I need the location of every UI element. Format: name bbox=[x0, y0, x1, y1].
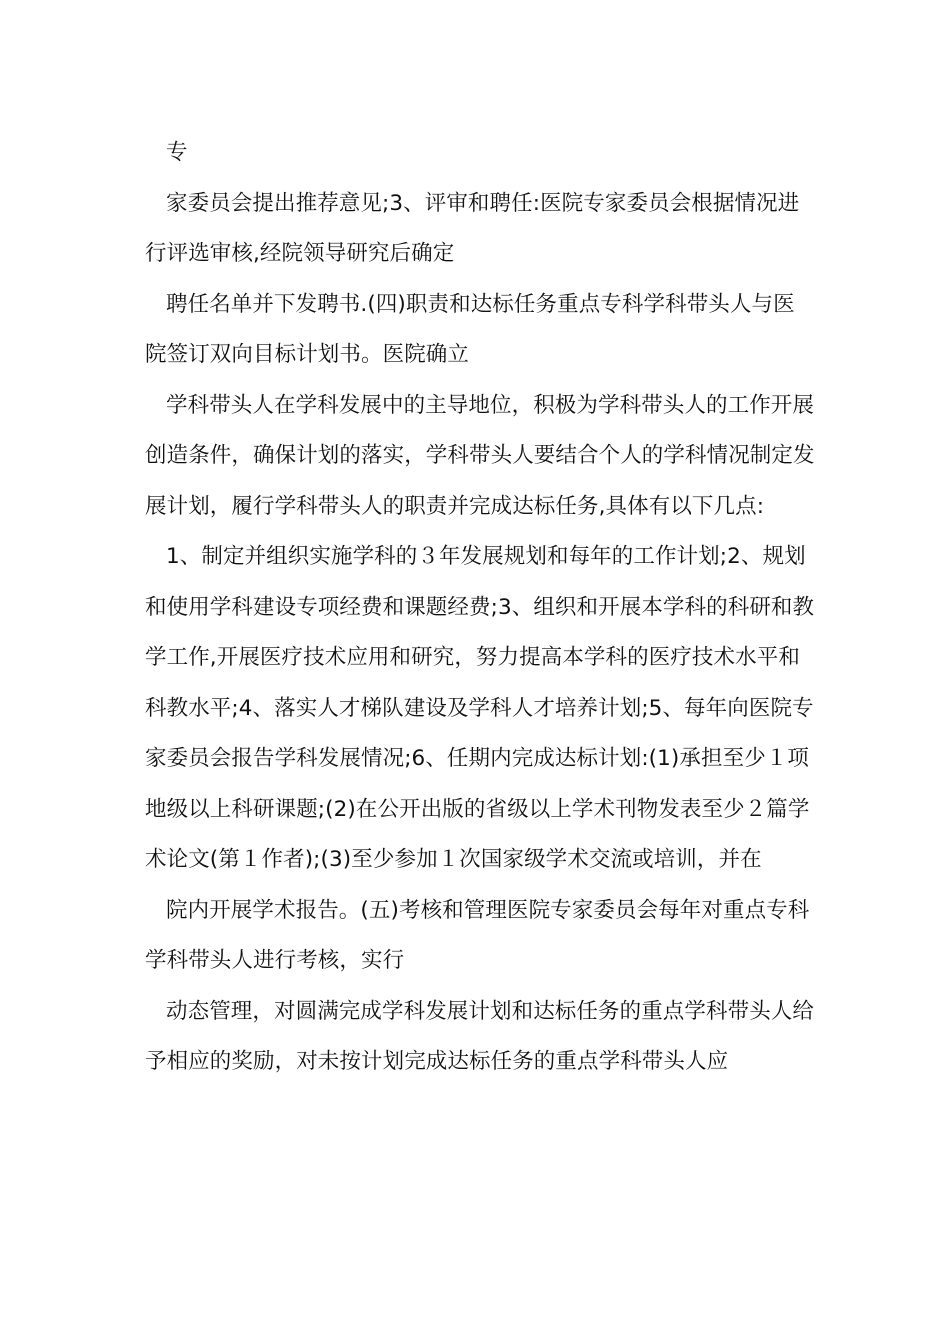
paragraph-1: 专 bbox=[166, 140, 188, 165]
document-body bbox=[145, 128, 815, 1088]
paragraph-3: 聘任名单并下发聘书.(四)职责和达标任务重点专科学科带头人与医院签订双向目标计划书。医院确立 bbox=[145, 291, 795, 367]
paragraph-2: 家委员会提出推荐意见;3、评审和聘任:医院专家委员会根据情况进行评选审核,经院领导研究后确定 bbox=[145, 190, 800, 266]
paragraph-6: 院内开展学术报告。(五)考核和管理医院专家委员会每年对重点专科学科带头人进行考核，实行 bbox=[145, 897, 810, 973]
paragraph-5: 1、制定并组织实施学科的３年发展规划和每年的工作计划;2、规划和使用学科建设专项经费和课题经费;3、组织和开展本学科的科研和教学工作,开展医疗技术应用和研究，努力提高本学科的医疗技术水平和科教水平;4、落实人才梯队建设及学科人才培养计划;5、每年向医院专家委员会报告学科发展情况;6、任期内完成达标计划:(1)承担至少１项地级以上科研课题;(2)在公开出版的省级以上学术刊物发表至少２篇学术论文(第１作者);(3)至少参加１次国家级学术交流或培训，并在 bbox=[145, 544, 815, 872]
paragraph-4: 学科带头人在学科发展中的主导地位，积极为学科带头人的工作开展创造条件，确保计划的落实，学科带头人要结合个人的学科情况制定发展计划，履行学科带头人的职责并完成达标任务,具体有以下几点: bbox=[145, 392, 815, 519]
paragraph-7: 动态管理，对圆满完成学科发展计划和达标任务的重点学科带头人给予相应的奖励，对未按计划完成达标任务的重点学科带头人应 bbox=[145, 998, 815, 1074]
